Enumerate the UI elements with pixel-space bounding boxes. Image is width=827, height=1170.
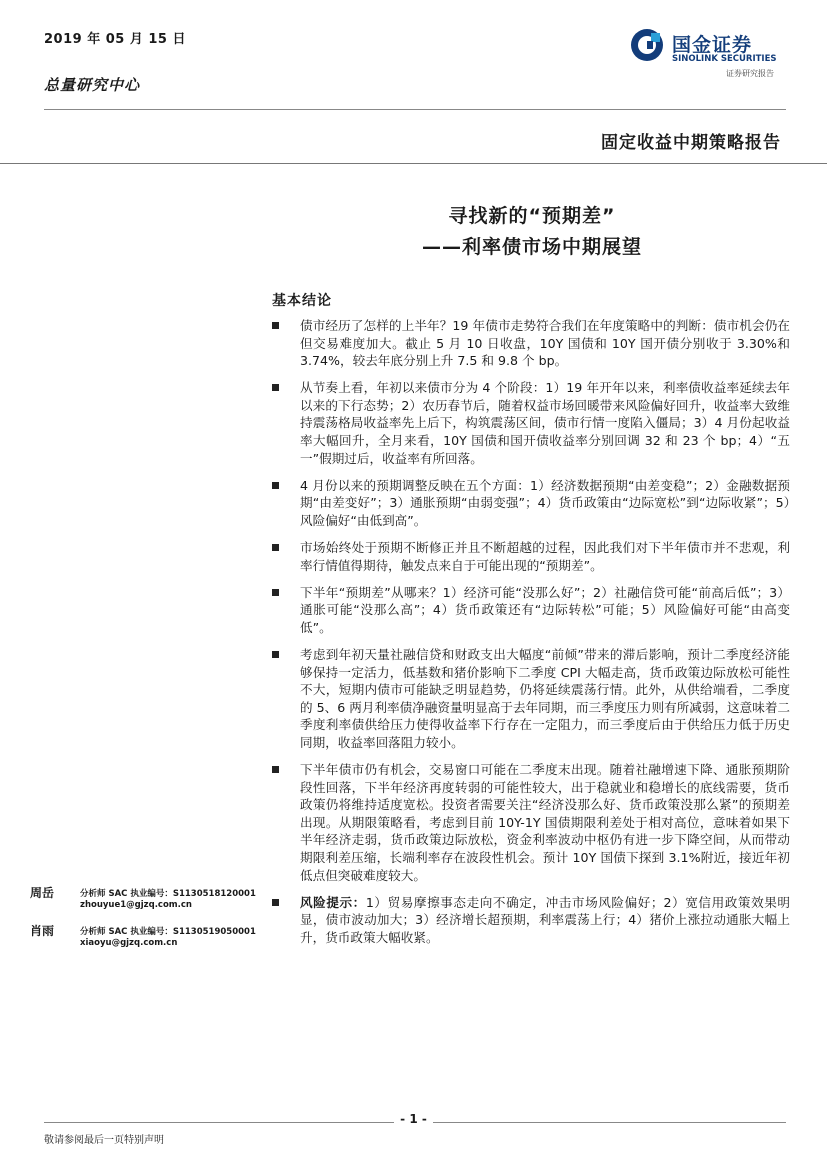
page-number: - 1 - [394, 1112, 433, 1126]
logo-chinese-name: 国金证券 [672, 34, 753, 56]
analyst-name: 周岳 [30, 886, 55, 900]
analyst-email[interactable]: zhouyue1@gjzq.com.cn [80, 900, 192, 910]
header-divider [44, 109, 786, 110]
header-divider-full [0, 163, 827, 164]
page-number-wrap [0, 1112, 827, 1126]
analyst-email[interactable]: xiaoyu@gjzq.com.cn [80, 938, 178, 948]
conclusion-item: 债市经历了怎样的上半年？19 年债市走势符合我们在年度策略中的判断：债市机会仍在但交易难度加大。截止 5 月 10 日收盘，10Y 国债和 10Y 国开债分别收于 3.30%和 3.74%，较去年底分别上升 7.5 和 9.8 个 bp。 [272, 317, 790, 370]
conclusion-item: 从节奏上看，年初以来债市分为 4 个阶段：1）19 年开年以来，利率债收益率延续去年以来的下行态势；2）农历春节后，随着权益市场回暖带来风险偏好回升，收益率大致维持震荡格局收益率先上后下，构筑震荡区间，债市行情一度陷入僵局；3）4 月份起收益率大幅回升，全月来看，10Y 国债和国开债收益率分别回调 32 和 23 个 bp；4）“五一”假期过后，收益率有所回落。 [272, 379, 790, 467]
analyst-cert: 分析师 SAC 执业编号：S1130519050001 [80, 927, 256, 937]
report-type: 固定收益中期策略报告 [601, 133, 781, 153]
risk-item [272, 894, 790, 947]
conclusion-list [272, 317, 790, 956]
research-center: 总量研究中心 [44, 76, 141, 94]
company-logo [630, 26, 790, 76]
logo-subtitle: 证券研究报告 [726, 69, 774, 78]
conclusion-item: 下半年债市仍有机会，交易窗口可能在二季度末出现。随着社融增速下降、通胀预期阶段性回落，下半年经济再度转弱的可能性较大，出于稳就业和稳增长的底线需要，货币政策仍将维持适度宽松。投资者需要关注“经济没那么好、货币政策没那么紧”的预期差出现。从期限策略看，考虑到目前 10Y-1Y 国债期限利差处于相对高位，意味着如果下半年经济走弱，货币政策边际放松，资金利率波动中枢仍有进一步下降空间，从而带动期限利差压缩，长端利率存在波段性机会。预计 10Y 国债下探到 3.1%附近，接近年初低点但突破难度较大。 [272, 761, 790, 884]
conclusion-item: 考虑到年初天量社融信贷和财政支出大幅度“前倾”带来的滞后影响，预计二季度经济能够保持一定活力，低基数和猪价影响下二季度 CPI 大幅走高，货币政策边际放松可能性不大，短期内债市可能缺乏明显趋势，仍将延续震荡行情。此外，从供给端看，二季度的 5、6 两月利率债净融资量明显高于去年同期，而三季度压力则有所减弱，这意味着二季度利率债供给压力使得收益率下行存在一定阻力，而三季度后由于供给压力低于历史同期，收益率回落阻力较小。 [272, 646, 790, 752]
conclusion-item: 4 月份以来的预期调整反映在五个方面：1）经济数据预期“由差变稳”；2）金融数据预期“由差变好”；3）通胀预期“由弱变强”；4）货币政策由“边际宽松”到“边际收紧”；5）风险偏好“由低到高”。 [272, 477, 790, 530]
conclusion-item: 下半年“预期差”从哪来？1）经济可能“没那么好”；2）社融信贷可能“前高后低”；3）通胀可能“没那么高”；4）货币政策还有“边际转松”可能；5）风险偏好可能“由高变低”。 [272, 584, 790, 637]
report-title: 寻找新的“预期差” [448, 205, 616, 227]
analyst-cert: 分析师 SAC 执业编号：S1130518120001 [80, 889, 256, 899]
section-heading: 基本结论 [272, 293, 332, 309]
conclusion-item: 市场始终处于预期不断修正并且不断超越的过程，因此我们对下半年债市并不悲观，利率行情值得期待，触发点来自于可能出现的“预期差”。 [272, 539, 790, 574]
logo-english-name: SINOLINK SECURITIES [672, 54, 777, 64]
sinolink-logo-icon [630, 28, 664, 62]
risk-label: 风险提示： [300, 894, 366, 910]
report-subtitle: ——利率债市场中期展望 [421, 236, 642, 258]
analyst-name: 肖雨 [30, 924, 55, 938]
risk-text: 1）贸易摩擦事态走向不确定，冲击市场风险偏好；2）宽信用政策效果明显，债市波动加大；3）经济增长超预期，利率震荡上行；4）猪价上涨拉动通胀大幅上升，货币政策大幅收紧。 [300, 894, 791, 945]
report-date: 2019 年 05 月 15 日 [44, 32, 186, 47]
footer-disclaimer: 敬请参阅最后一页特别声明 [44, 1135, 164, 1146]
